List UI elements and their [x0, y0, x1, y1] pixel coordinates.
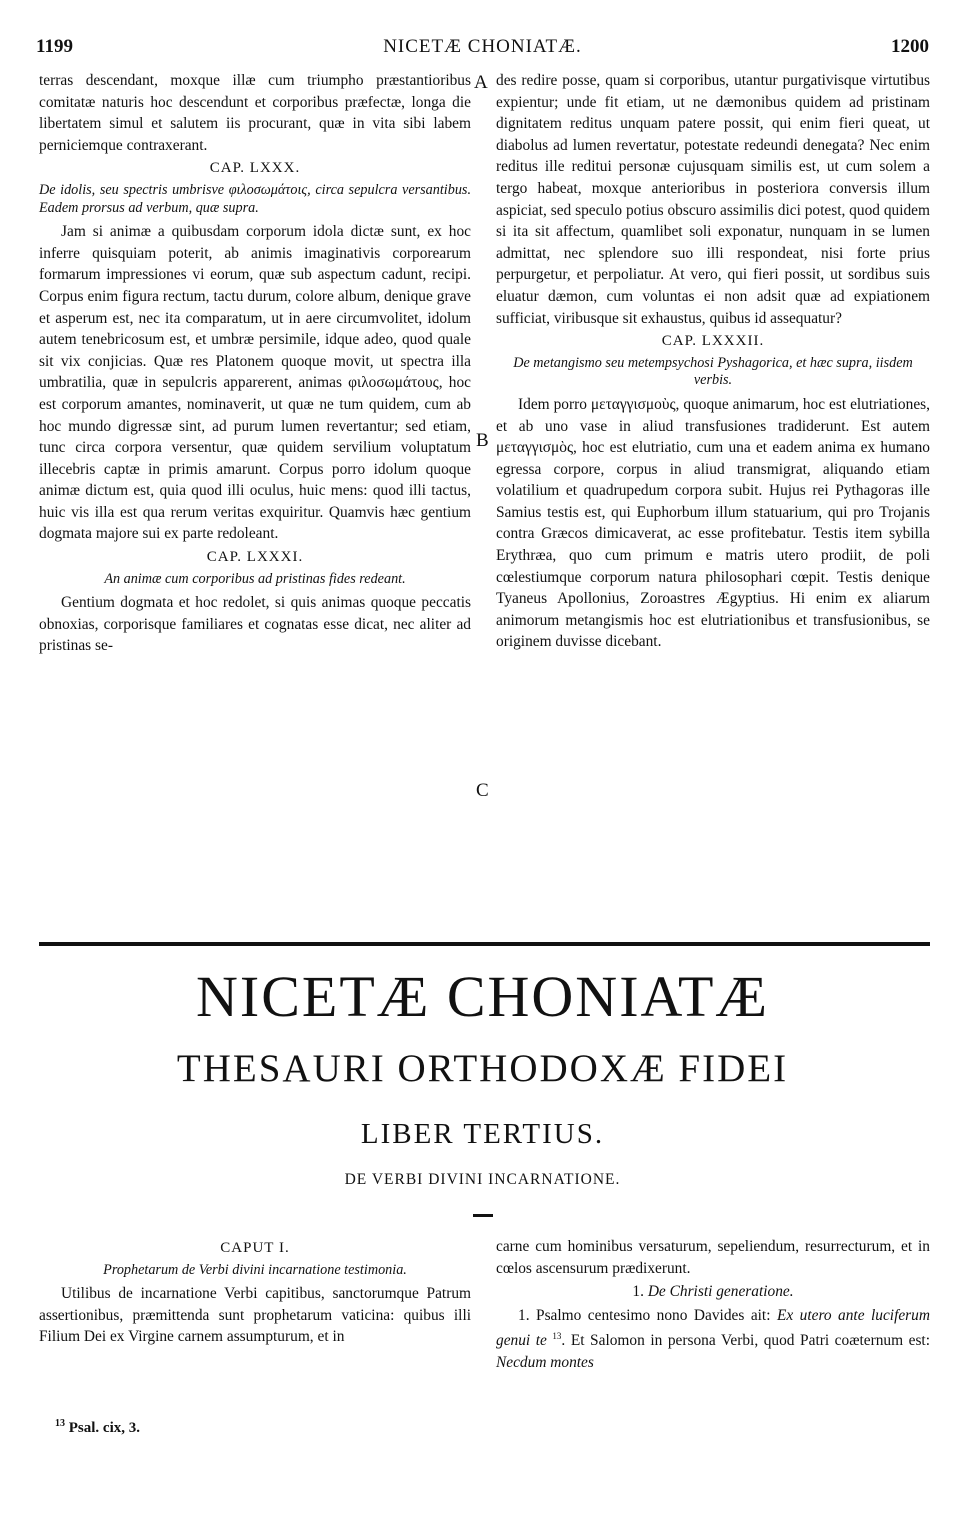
- paragraph: des redire posse, quam si corporibus, utantur purgativisque virtutibus expientur; unde fit etiam, ut ne dæmonibus quidem ad pristinam dignitatem reditus unquam patere possit, qui enim fieri queat, ut diabolus ad lumen revertatur, potestate redeundi denegata? Nec enim reditus ille reditui personæ cujusquam similis est, ut cum solem a tergo habeat, moxque anterioribus in posteriora conversis illum aspiciat, sed speculo potius obscuro assimilis dici potest, quod quidem si ita sit affectum, quamlibet soli exponatur, nunquam in se lumen admittat, nec splendore suo illi respondeat, nisi forte prius perpurgetur, et perpoliatur. At vero, qui fieri possit, ut sordibus suis eluatur dæmon, cum voluntas ei non adsit quæ ad expiationem sufficiat, viribusque sit exhaustus, quibus id assequatur?: [496, 72, 930, 327]
- margin-mark-c: C: [476, 780, 489, 801]
- chapter-rubric: De idolis, seu spectris umbrisve φιλοσωμάτοις, circa sepulcra versantibus. Eadem prorsus ad verbum, quæ supra.: [39, 181, 471, 216]
- subsection-title: De Christi generatione.: [647, 1283, 794, 1301]
- text-run: 1. Psalmo centesimo nono Davides ait:: [518, 1306, 771, 1324]
- paragraph: Idem porro μεταγγισμοὺς, quoque animarum, hoc est elutriationes, et ab uno vase in aliud transfusiones tradiderunt. Est autem μεταγγισμὸς, hoc est elutriatio, cum una et eadem anima ex humano egressa corpore, corpus in aliud transmigrat, aliquando etiam volatilium et quadrupedum corpora subit. Hujus rei Pythagoras ille Samius testis est, qui Euphorbum illum statuarium, qui pro Trojanis contra Græcos dimicaverat, ac esse profitebatur. Testis item sybilla Erythræa, quo cum primum e matris utero prodiit, de poli cœlestiumque corporum natura philosophari cœpit. Testis denique Tyaneus Apollonius, Zoroastres Ægyptius. Hi enim ex aliarum animorum metangismis hoc est elutriationibus et transfusionibus, se originem duvisse dicebant.: [496, 395, 930, 651]
- book-number: LIBER TERTIUS.: [360, 1118, 605, 1150]
- bottom-right-column: [496, 1236, 930, 1374]
- chapter-heading: CAPUT I.: [220, 1240, 290, 1256]
- page-number-left: 1199: [36, 36, 73, 57]
- running-head: [36, 36, 929, 62]
- section-divider: [39, 942, 930, 946]
- book-topic: DE VERBI DIVINI INCARNATIONE.: [344, 1171, 621, 1188]
- book-title: NICETÆ CHONIATÆ: [196, 964, 769, 1029]
- quotation: Ex utero ante luciferum genui te: [496, 1306, 930, 1350]
- chapter-heading: CAP. LXXXII.: [661, 333, 765, 350]
- running-title: NICETÆ CHONIATÆ.: [383, 36, 582, 57]
- paragraph: carne cum hominibus versaturum, sepeliendum, resurrecturum, et in cœlos ascensurum prædixerunt.: [496, 1238, 930, 1277]
- text-run: . Et Salomon in persona Verbi, quod Patri coæternum est:: [561, 1332, 930, 1350]
- subsection-heading: [496, 1281, 930, 1303]
- chapter-rubric: An animæ cum corporibus ad pristinas fides redeant.: [104, 570, 406, 587]
- paragraph: Utilibus de incarnatione Verbi capitibus, sanctorumque Patrum assertionibus, præmittenda sunt prophetarum vaticina: quibus illi Filium Dei ex Virgine carnem assumpturum, et in: [39, 1285, 471, 1346]
- paragraph: terras descendant, moxque illæ cum triumpho præstantioribus comitatæ naturis hoc descendunt et corporibus præfectæ, longa die libertatem simul et salutem iis procurant, quæ in vita sibi labem perniciemque contraxerant.: [39, 72, 471, 154]
- paragraph: Gentium dogmata et hoc redolet, si quis animas quoque peccatis obnoxias, corporisque familiares et cognatas esse dicat, nec aliter ad pristinas se-: [39, 594, 471, 655]
- bottom-left-column: [39, 1236, 471, 1348]
- margin-mark-b: B: [476, 430, 489, 451]
- paragraph: [496, 1305, 930, 1374]
- footnote-ref: 13: [552, 1331, 562, 1342]
- top-left-column: [39, 70, 471, 657]
- quotation: Necdum montes: [496, 1354, 594, 1372]
- chapter-rubric: Prophetarum de Verbi divini incarnatione testimonia.: [103, 1261, 407, 1278]
- chapter-heading: CAP. LXXX.: [209, 160, 301, 177]
- book-subtitle: THESAURI ORTHODOXÆ FIDEI: [176, 1047, 789, 1090]
- title-dash: [473, 1214, 493, 1217]
- footnote-text: Psal. cix, 3.: [68, 1420, 140, 1436]
- footnote: [55, 1418, 140, 1437]
- page-number-right: 1200: [891, 36, 929, 57]
- top-right-column: [496, 70, 930, 653]
- chapter-heading: CAP. LXXXI.: [206, 549, 304, 566]
- subsection-number: 1.: [632, 1283, 644, 1301]
- paragraph: Jam si animæ a quibusdam corporum idola dictæ sunt, ex hoc inferre quisquiam poterit, ab animis imaginativis corporearum formarum impressiones vi eorum, quæ sub aspectum cadunt, recipi. Corpus enim figura rectum, tactu durum, colore album, denique grave et asperum est, nec ita comparatum, ut in aere circumvolitet, idolum autem tenebricosum est, et umbræ persimile, idque adeo, quod quale sit vix conjicias. Quæ res Platonem quoque movit, ut spectra illa umbratilia, quæ in sepulcris apparerent, animas φιλοσωμάτους, hoc est corporum amantes, nominaverit, ut quæ ne tum quidem, cum ab hoc mundo digressæ sint, ad purum lumen revertantur; sed etiam, tunc circa corpora versentur, quæ quidem servilium voluptatum illecebris captæ in primis amarunt. Corpus porro idolum quoque animæ dictum est, quia quod illi oculus, huic mens: quod illi tactus, huic vis illa est qua rerum veritas exquiritur. Quamvis hæc gentium dogmata majore sui ex parte redoleant.: [39, 223, 471, 543]
- footnote-number: 13: [55, 1418, 65, 1429]
- chapter-rubric: De metangismo seu metempsychosi Pyshagorica, et hæc supra, iisdem verbis.: [513, 354, 913, 389]
- margin-mark-a: A: [474, 72, 488, 93]
